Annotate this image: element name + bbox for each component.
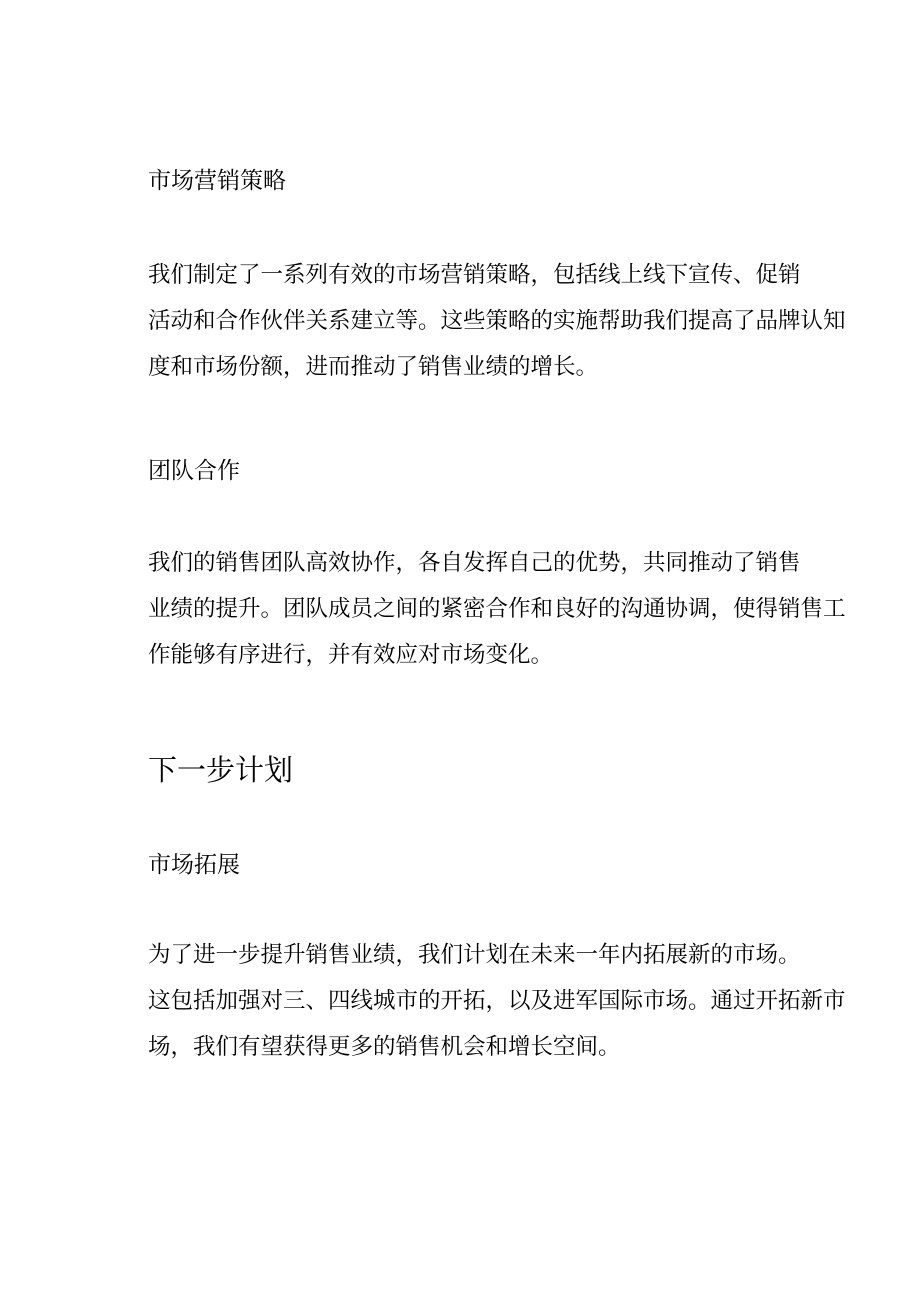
paragraph-market-expansion <box>148 932 846 1070</box>
paragraph-line: 度和市场份额，进而推动了销售业绩的增长。 <box>148 354 599 380</box>
major-heading-next-plan: 下一步计划 <box>148 753 294 787</box>
paragraph-line: 我们的销售团队高效协作，各自发挥自己的优势，共同推动了销售 <box>148 550 801 576</box>
section-heading-marketing-strategy: 市场营销策略 <box>148 168 286 194</box>
paragraph-marketing-strategy <box>148 252 846 390</box>
paragraph-line: 场，我们有望获得更多的销售机会和增长空间。 <box>148 1034 621 1060</box>
section-heading-market-expansion: 市场拓展 <box>148 852 240 878</box>
section-heading-teamwork: 团队合作 <box>148 458 240 484</box>
paragraph-teamwork <box>148 540 846 678</box>
paragraph-line: 业绩的提升。团队成员之间的紧密合作和良好的沟通协调，使得销售工 <box>148 596 846 622</box>
paragraph-line: 活动和合作伙伴关系建立等。这些策略的实施帮助我们提高了品牌认知 <box>148 308 846 334</box>
paragraph-line: 这包括加强对三、四线城市的开拓，以及进军国际市场。通过开拓新市 <box>148 988 846 1014</box>
paragraph-line: 为了进一步提升销售业绩，我们计划在未来一年内拓展新的市场。 <box>148 942 801 968</box>
paragraph-line: 作能够有序进行，并有效应对市场变化。 <box>148 642 554 668</box>
paragraph-line: 我们制定了一系列有效的市场营销策略，包括线上线下宣传、促销 <box>148 262 801 288</box>
